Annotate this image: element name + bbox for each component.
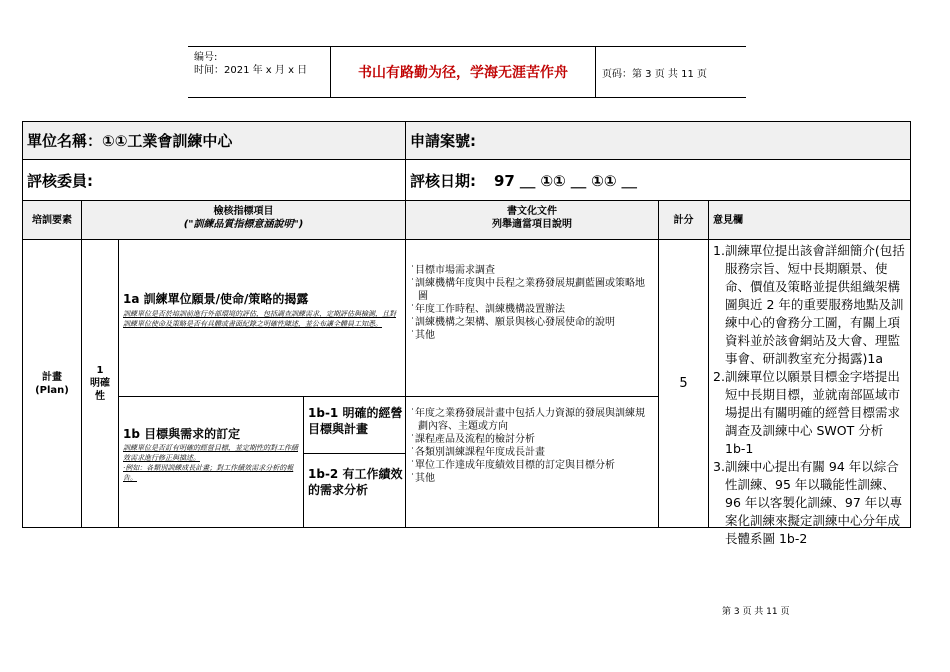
time-label: 时间：2021 年 x 月 x 日 bbox=[194, 65, 308, 76]
serial-label: 编号: bbox=[194, 52, 218, 63]
plan-label: 計畫 bbox=[42, 371, 62, 383]
col-score: 計分 bbox=[658, 200, 709, 240]
date-cell bbox=[405, 159, 911, 201]
opinion-item: 1.訓練單位提出該會詳細簡介(包括服務宗旨、短中長期願景、使命、價值及策略並提供組織架構圖與近 2 年的重要服務地點及訓練中心的會務分工圖，有關上項資料並於該會網站及大會、理監事會、研訓教室充分揭露)1a bbox=[713, 243, 905, 366]
item-1b-example: ·例如：各類別訓練成長計畫；對工作績效需求分析的報告。 bbox=[123, 464, 294, 482]
clarity-cell bbox=[81, 239, 119, 528]
review-form-table bbox=[22, 121, 911, 546]
item-1b1-cell bbox=[303, 396, 406, 454]
item-1a-title: 1a 訓練單位願景/使命/策略的揭露 bbox=[123, 292, 309, 306]
col-element: 培訓要素 bbox=[22, 200, 82, 240]
unit-label: 單位名稱：①①工業會訓練中心 bbox=[27, 132, 233, 150]
reviewer-label: 評核委員: bbox=[27, 171, 93, 190]
opinion-cell bbox=[708, 239, 911, 546]
date-label: 評核日期: bbox=[410, 171, 476, 190]
docs-1b-cell bbox=[405, 396, 659, 528]
doc-1a-item: ˙目標市場需求調查 bbox=[410, 265, 495, 276]
plan-num: 1 bbox=[96, 365, 104, 376]
unit-name-cell bbox=[22, 121, 406, 160]
page-footer: 第 3 页 共 11 页 bbox=[722, 607, 790, 617]
doc-1b-item: ˙課程產品及流程的檢討分析 bbox=[410, 434, 535, 445]
item-1a-desc: 訓練單位是否於培訓前進行外部環境的評估，包括調查訓練需求、定期評估與檢測，且對訓練單位使命及策略是否有具體或書面紀錄之明確性陳述，並公布讓全體員工知悉。 bbox=[123, 310, 396, 328]
item-1b-desc: 訓練單位是否訂有明確的經營目標，並定期性的對工作績效需求進行修正與描述。 bbox=[123, 444, 298, 462]
col-indicator bbox=[81, 200, 406, 240]
doc-1b-item: ˙其他 bbox=[410, 473, 435, 484]
doc-1a-item: ˙訓練機構年度與中長程之業務發展規劃藍圖或策略地圖 bbox=[410, 278, 645, 302]
score-cell bbox=[658, 239, 709, 528]
clarity-label: 明確性 bbox=[90, 378, 110, 402]
reviewer-cell bbox=[22, 159, 406, 201]
doc-1a-item: ˙其他 bbox=[410, 330, 435, 341]
col-indicator-title: 檢核指標項目 bbox=[213, 206, 274, 217]
col-indicator-sub: ("訓練品質指標意涵說明") bbox=[183, 219, 304, 230]
page-header bbox=[188, 46, 746, 98]
doc-1b-item: ˙各類別訓練課程年度成長計畫 bbox=[410, 447, 545, 458]
date-value: 97 ＿ ①① ＿ ①① ＿ bbox=[494, 171, 637, 190]
case-cell bbox=[405, 121, 911, 160]
col-opinion: 意見欄 bbox=[708, 200, 911, 240]
col-docs bbox=[405, 200, 659, 240]
item-1a-cell bbox=[118, 239, 406, 397]
item-1b2-cell bbox=[303, 453, 406, 528]
col-docs-title: 書文化文件 bbox=[507, 206, 557, 217]
docs-1a-cell bbox=[405, 239, 659, 397]
item-1b-cell bbox=[118, 396, 304, 528]
item-1b-title: 1b 目標與需求的訂定 bbox=[123, 427, 241, 441]
score-value: 5 bbox=[679, 376, 688, 391]
doc-1b-item: ˙年度之業務發展計畫中包括人力資源的發展與訓練規劃內容、主題或方向 bbox=[410, 408, 645, 432]
item-1b2: 1b-2 有工作績效的需求分析 bbox=[308, 467, 403, 497]
motto: 书山有路勤为径，学海无涯苦作舟 bbox=[330, 47, 596, 97]
plan-label-cell bbox=[22, 239, 82, 528]
plan-label-en: (Plan) bbox=[35, 384, 69, 396]
doc-1a-item: ˙訓練機構之架構、願景與核心發展使命的說明 bbox=[410, 317, 615, 328]
opinion-item: 3.訓練中心提出有關 94 年以綜合性訓練、95 年以職能性訓練、96 年以客製化訓練、97 年以專案化訓練來擬定訓練中心分年成長體系圖 1b-2 bbox=[713, 459, 903, 546]
col-docs-sub: 列舉適當項目說明 bbox=[492, 219, 572, 230]
case-label: 申請案號: bbox=[410, 132, 476, 150]
opinion-item: 2.訓練單位以願景目標金字塔提出短中長期目標，並就南部區域市場提出有關明確的經營目標需求調查及訓練中心 SWOT 分析 1b-1 bbox=[713, 369, 901, 456]
doc-1b-item: ˙單位工作達成年度績效目標的訂定與目標分析 bbox=[410, 460, 615, 471]
header-meta bbox=[188, 47, 330, 97]
item-1b1: 1b-1 明確的經營目標與計畫 bbox=[308, 406, 403, 436]
doc-1a-item: ˙年度工作時程、訓練機構設置辦法 bbox=[410, 304, 565, 315]
page-label: 页码：第 3 页 共 11 页 bbox=[602, 68, 707, 80]
